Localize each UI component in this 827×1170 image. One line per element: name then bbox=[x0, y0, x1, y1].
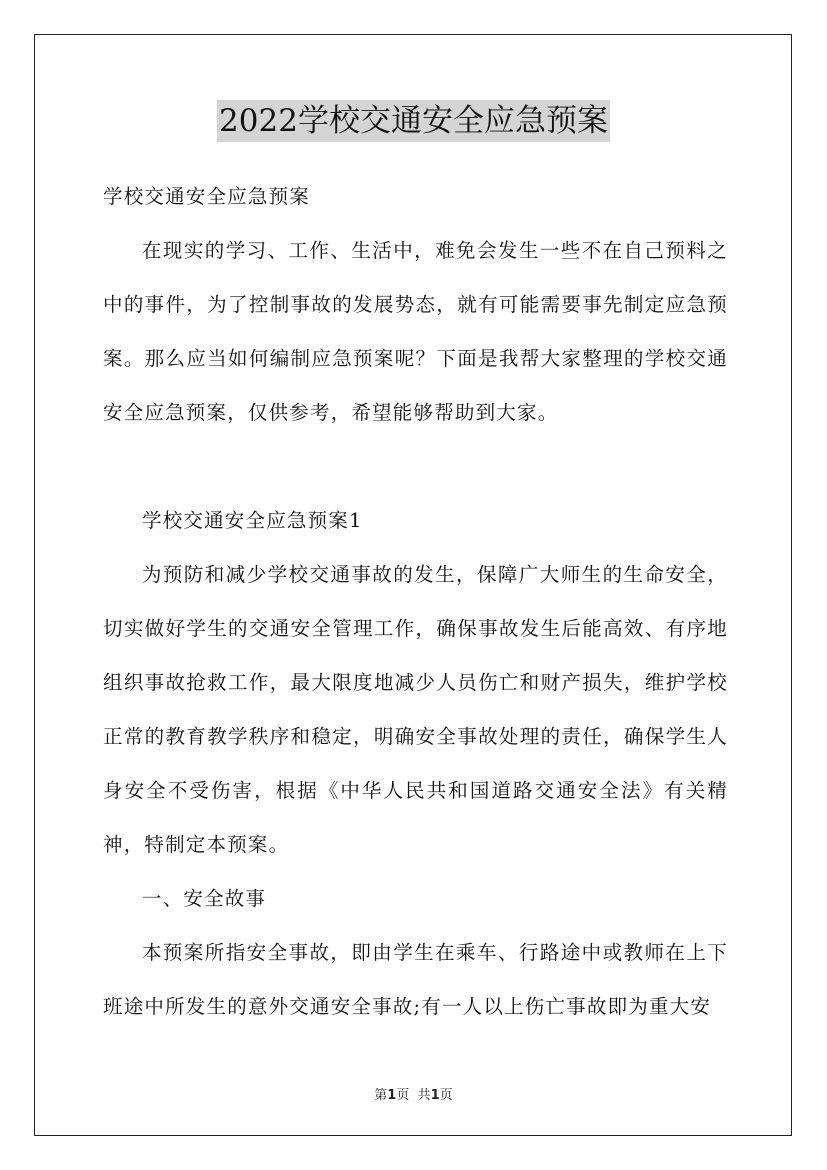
document-subtitle: 学校交通安全应急预案 bbox=[103, 185, 311, 208]
blank-line bbox=[103, 440, 728, 494]
document-body bbox=[103, 170, 728, 1034]
section-heading: 学校交通安全应急预案1 bbox=[142, 509, 363, 532]
page-total-prefix: 共 bbox=[417, 1088, 431, 1103]
page-total-number: 1 bbox=[430, 1088, 440, 1103]
section-paragraph: 为预防和减少学校交通事故的发生，保障广大师生的生命安全，切实做好学生的交通安全管理工作，确保事故发生后能高效、有序地组织事故抢救工作，最大限度地减少人员伤亡和财产损失，维护学校正常的教育教学秩序和稳定，明确安全事故处理的责任，确保学生人身安全不受伤害，根据《中华人民共和国道路交通安全法》有关精神，特制定本预案。 bbox=[103, 563, 728, 856]
page-label-mid: 页 bbox=[396, 1088, 410, 1103]
title-container bbox=[0, 100, 827, 142]
page-current-number: 1 bbox=[387, 1088, 397, 1103]
subsection-heading: 一、安全故事 bbox=[142, 887, 267, 910]
page-footer bbox=[0, 1084, 827, 1103]
intro-paragraph: 在现实的学习、工作、生活中，难免会发生一些不在自己预料之中的事件，为了控制事故的发展势态，就有可能需要事先制定应急预案。那么应当如何编制应急预案呢？下面是我帮大家整理的学校交通安全应急预案，仅供参考，希望能够帮助到大家。 bbox=[103, 239, 728, 424]
page-label-prefix: 第 bbox=[374, 1088, 388, 1103]
subsection-paragraph: 本预案所指安全事故，即由学生在乘车、行路途中或教师在上下班途中所发生的意外交通安全事故;有一人以上伤亡事故即为重大安 bbox=[103, 941, 728, 1018]
document-title: 2022学校交通安全应急预案 bbox=[217, 100, 610, 142]
page-total-suffix: 页 bbox=[439, 1088, 453, 1103]
